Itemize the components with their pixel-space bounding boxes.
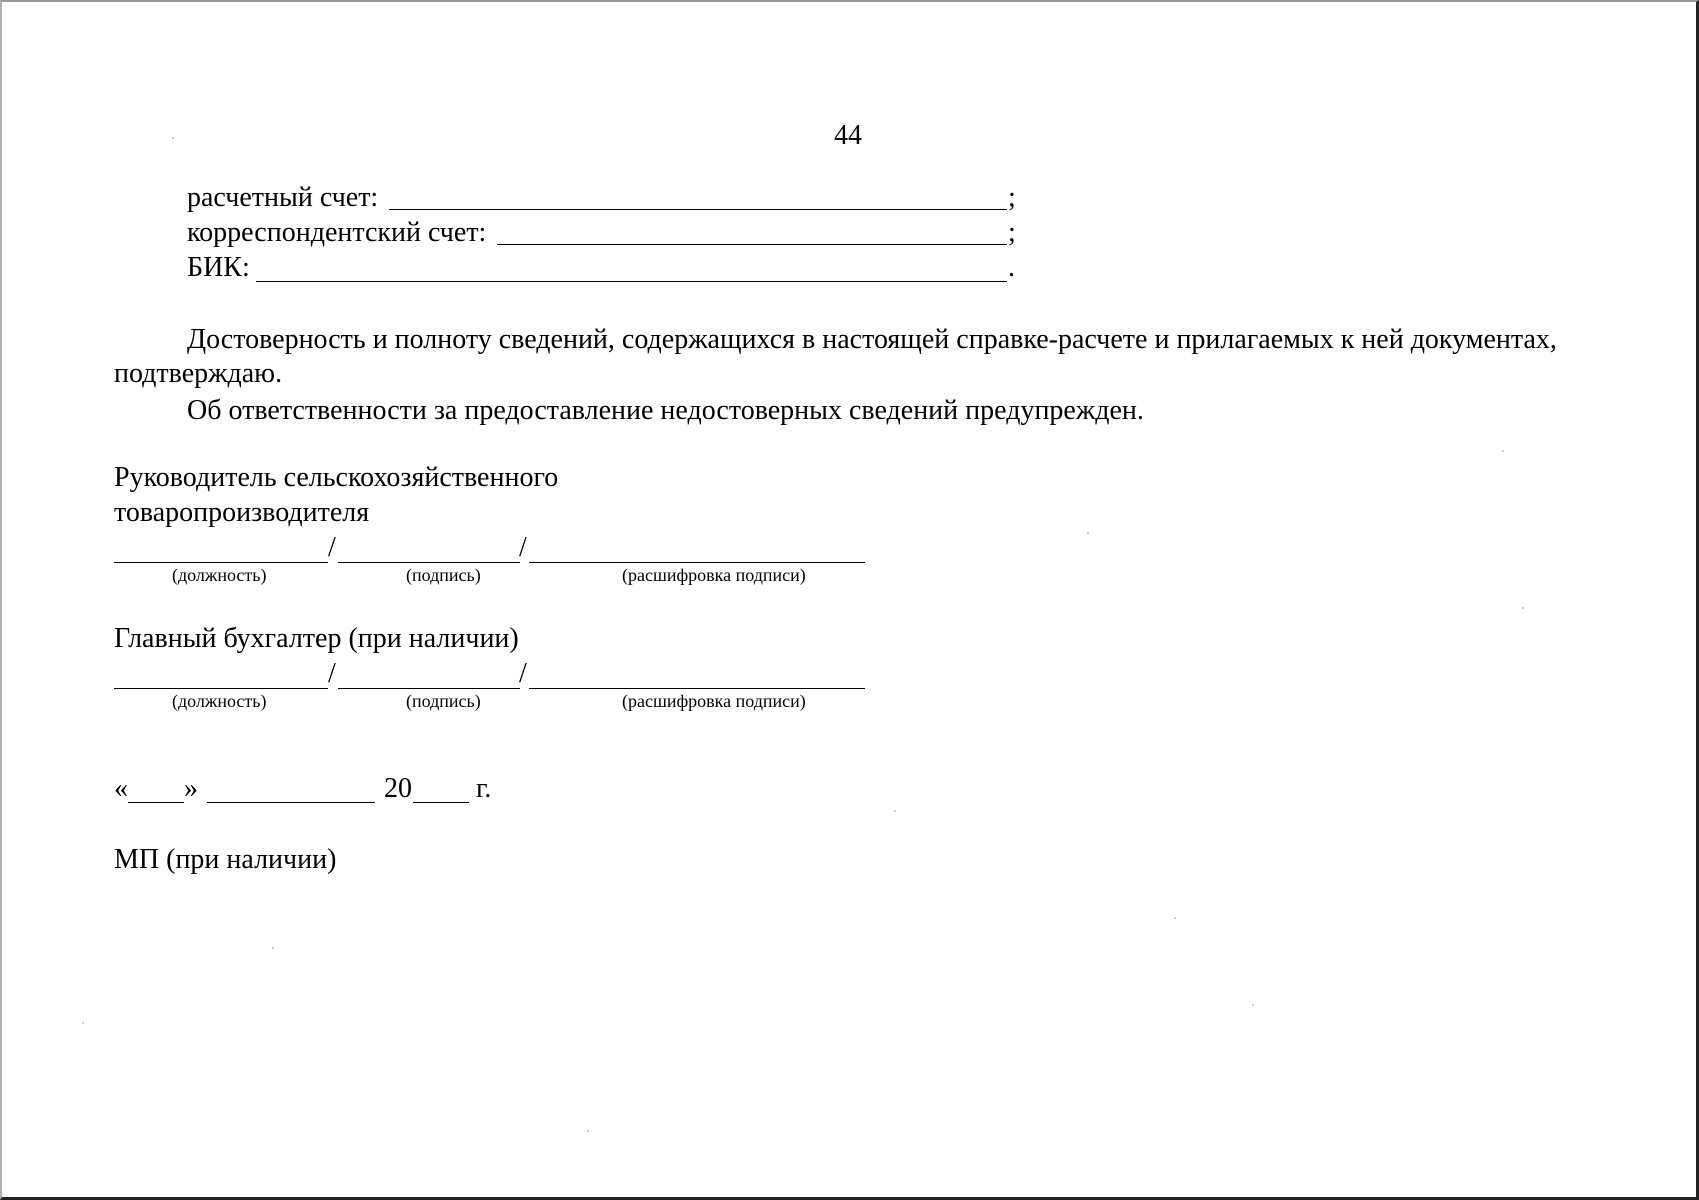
declaration-line-1: Достоверность и полноту сведений, содержащихся в настоящей справке-расчете и прилагаемых к ней документах, (187, 324, 1557, 355)
head-signature-field[interactable] (338, 562, 520, 563)
correspondent-account-end: ; (1008, 217, 1016, 248)
accountant-decoding-field[interactable] (529, 688, 865, 689)
head-separator-1: / (328, 532, 336, 563)
scan-speck (1087, 532, 1089, 534)
accountant-separator-2: / (519, 658, 527, 689)
accountant-caption-signature: (подпись) (406, 691, 481, 711)
head-title-line-1: Руководитель сельскохозяйственного (114, 462, 559, 493)
accountant-caption-position: (должность) (172, 691, 267, 711)
head-title-line-2: товаропроизводителя (114, 497, 370, 528)
correspondent-account-field[interactable] (497, 244, 1007, 245)
declaration-line-2: подтверждаю. (114, 358, 283, 389)
scan-speck (1252, 1004, 1254, 1006)
scan-speck (894, 810, 896, 812)
scan-speck (172, 137, 174, 139)
accountant-title: Главный бухгалтер (при наличии) (114, 623, 519, 654)
settlement-account-label: расчетный счет: (187, 182, 379, 213)
accountant-signature-field[interactable] (338, 688, 520, 689)
correspondent-account-label: корреспондентский счет: (187, 217, 487, 248)
settlement-account-field[interactable] (389, 209, 1007, 210)
head-caption-decoding: (расшифровка подписи) (622, 565, 806, 585)
date-close-quote: » (184, 773, 198, 804)
head-position-field[interactable] (114, 562, 328, 563)
date-day-field[interactable] (128, 802, 184, 803)
accountant-caption-decoding: (расшифровка подписи) (622, 691, 806, 711)
bik-end: . (1008, 252, 1015, 283)
head-caption-signature: (подпись) (406, 565, 481, 585)
declaration-line-3: Об ответственности за предоставление недостоверных сведений предупрежден. (187, 395, 1144, 426)
accountant-separator-1: / (328, 658, 336, 689)
scan-speck (1522, 607, 1524, 609)
scan-speck (1502, 450, 1504, 452)
head-decoding-field[interactable] (529, 562, 865, 563)
date-month-field[interactable] (207, 802, 375, 803)
scan-speck (587, 1130, 589, 1132)
date-century: 20 (384, 773, 412, 804)
settlement-account-end: ; (1008, 182, 1016, 213)
bik-field[interactable] (256, 281, 1007, 282)
head-caption-position: (должность) (172, 565, 267, 585)
page-number: 44 (834, 120, 862, 151)
head-separator-2: / (519, 532, 527, 563)
accountant-position-field[interactable] (114, 688, 328, 689)
scan-speck (82, 1022, 84, 1024)
scan-speck (272, 947, 274, 949)
date-open-quote: « (114, 773, 128, 804)
date-year-suffix: г. (476, 773, 492, 804)
bik-label: БИК: (187, 252, 250, 283)
stamp-label: МП (при наличии) (114, 844, 337, 875)
scan-speck (1174, 917, 1176, 919)
date-year-field[interactable] (413, 802, 469, 803)
